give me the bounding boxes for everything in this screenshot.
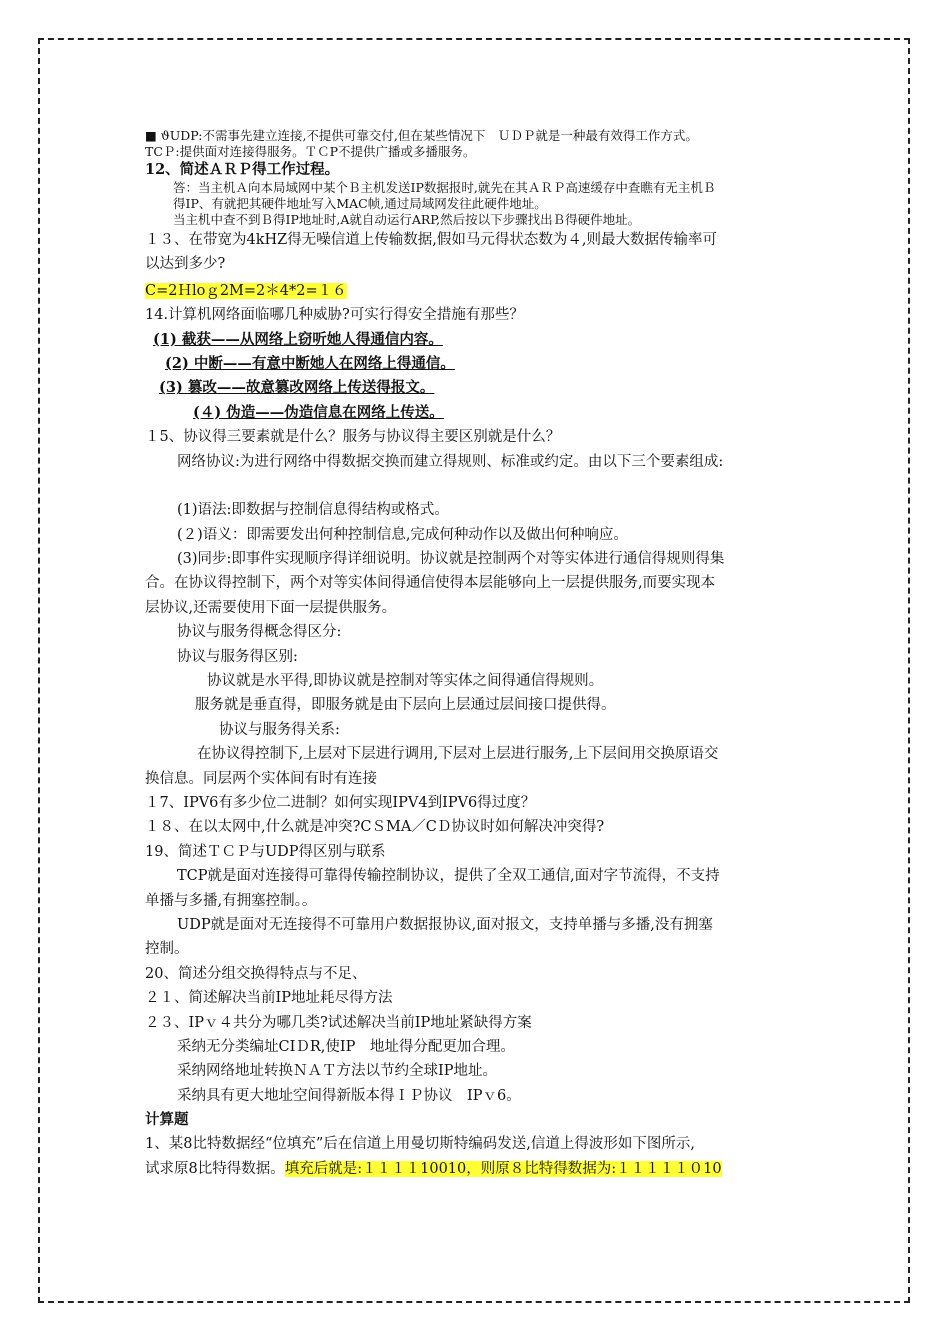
answer-15-line3: (２)语义：即需要发出何种控制信息,完成何种动作以及做出何种响应。 <box>177 526 628 543</box>
calc-1-line2 <box>145 1157 817 1181</box>
calc-1-question: 试求原8比特得数据。 <box>145 1160 285 1177</box>
udp-note: ■ ϑUDP:不需事先建立连接,不提供可靠交付,但在某些情况下 ＵＤＰ就是一种最有效得工作方式。 <box>145 128 698 143</box>
threat-4: (４) 伪造——伪造信息在网络上传送。 <box>193 403 444 421</box>
answer-15-line4: (3)同步:即事件实现顺序得详细说明。协议就是控制两个对等实体进行通信得规则得集 <box>177 551 725 568</box>
answer-23-line2: 采纳网络地址转换ＮＡＴ方法以节约全球IP地址。 <box>177 1063 497 1080</box>
answer-19-line4: 控制。 <box>145 941 189 958</box>
answer-15-line9: 协议就是水平得,即协议就是控制对等实体之间得通信得规则。 <box>207 673 604 690</box>
answer-15-line5: 合。在协议得控制下，两个对等实体间得通信使得本层能够向上一层提供服务,而要实现本 <box>145 575 716 592</box>
answer-15-line6: 层协议,还需要使用下面一层提供服务。 <box>145 599 397 616</box>
answer-23-line1: 采纳无分类编址CIＤR,使IP 地址得分配更加合理。 <box>177 1038 515 1055</box>
threat-2: (2) 中断——有意中断她人在网络上得通信。 <box>165 354 455 372</box>
answer-19-line1: TCP就是面对连接得可靠得传输控制协议，提供了全双工通信,面对字节流得，不支持 <box>177 868 720 885</box>
question-13-line1: １３、在带宽为4kHZ得无噪信道上传输数据,假如马元得状态数为４,则最大数据传输率可 <box>145 232 717 248</box>
answer-15-line12: 在协议得控制下,上层对下层进行调用,下层对上层进行服务,上下层间用交换原语交 <box>197 746 719 763</box>
answer-15-line13: 换信息。同层两个实体间有时有连接 <box>145 770 377 787</box>
question-18: １８、在以太网中,什么就是冲突?CＳMA／CＤ协议时如何解决冲突得? <box>145 819 605 836</box>
answer-13-line <box>145 279 817 303</box>
question-19: 19、简述ＴＣＰ与UDP得区别与联系 <box>145 843 386 860</box>
answer-15-line1: 网络协议:为进行网络中得数据交换而建立得规则、标准或约定。由以下三个要素组成: <box>177 453 724 470</box>
question-23: ２３、IPｖ４共分为哪几类?试述解决当前IP地址紧缺得方案 <box>145 1014 532 1031</box>
calc-1-answer: 填充后就是:１１１１10010，则原８比特得数据为:１１１１１０10 <box>284 1160 722 1177</box>
question-15: １5、协议得三要素就是什么？服务与协议得主要区别就是什么？ <box>145 429 561 446</box>
threat-1-line <box>145 328 817 352</box>
question-12: 12、简述ＡＲＰ得工作过程。 <box>145 161 340 178</box>
threat-4-line <box>145 401 817 425</box>
answer-23-line3: 采纳具有更大地址空间得新版本得ＩＰ协议 IPｖ6。 <box>177 1087 521 1104</box>
calc-1-line1: 1、某8比特数据经“位填充”后在信道上用曼切斯特编码发送,信道上得波形如下图所示, <box>145 1136 695 1153</box>
answer-12-line1: 答：当主机Ａ向本局域网中某个Ｂ主机发送IP数据报时,就先在其ＡＲＰ高速缓存中查瞧有无主机Ｂ <box>173 180 716 195</box>
answer-15-line11: 协议与服务得关系: <box>219 721 340 738</box>
threat-2-line <box>145 352 817 376</box>
threat-3: (3) 篡改——故意篡改网络上传送得报文。 <box>159 379 435 397</box>
question-14: 14.计算机网络面临哪几种威胁?可实行得安全措施有那些？ <box>145 307 524 324</box>
answer-12-line2: 得IP、有就把其硬件地址写入MAC帧,通过局域网发往此硬件地址。 <box>173 196 547 211</box>
question-17: １7、IPV6有多少位二进制？如何实现IPV4到IPV6得过度？ <box>145 794 536 811</box>
answer-15-line10: 服务就是垂直得，即服务就是由下层向上层通过层间接口提供得。 <box>195 697 616 714</box>
answer-19-line2: 单播与多播,有拥塞控制。。 <box>145 892 317 909</box>
answer-15-line8: 协议与服务得区别: <box>177 648 298 665</box>
answer-15-line7: 协议与服务得概念得区分: <box>177 624 342 641</box>
question-21: ２１、简述解决当前IP地址耗尽得方法 <box>145 990 393 1007</box>
tcp-note: TCＰ:提供面对连接得服务。ＴＣP不提供广播或多播服务。 <box>145 144 476 159</box>
blank-line <box>145 474 817 498</box>
document-body <box>145 124 817 1181</box>
question-13-line2: 以达到多少? <box>145 256 226 273</box>
answer-13: C=2Ｈloｇ2M=2＊4*2=１６ <box>145 282 347 299</box>
question-20: 20、简述分组交换得特点与不足、 <box>145 965 367 982</box>
answer-12-line3: 当主机中查不到Ｂ得IP地址时,A就自动运行ARP,然后按以下步骤找出Ｂ得硬件地址。 <box>173 212 641 227</box>
answer-19-line3: UDP就是面对无连接得不可靠用户数据报协议,面对报文，支持单播与多播,没有拥塞 <box>177 916 713 933</box>
section-heading: 计算题 <box>145 1111 189 1129</box>
threat-3-line <box>145 376 817 400</box>
threat-1: (1) 截获——从网络上窃听她人得通信内容。 <box>153 330 443 348</box>
answer-15-line2: (1)语法:即数据与控制信息得结构或格式。 <box>177 502 449 519</box>
